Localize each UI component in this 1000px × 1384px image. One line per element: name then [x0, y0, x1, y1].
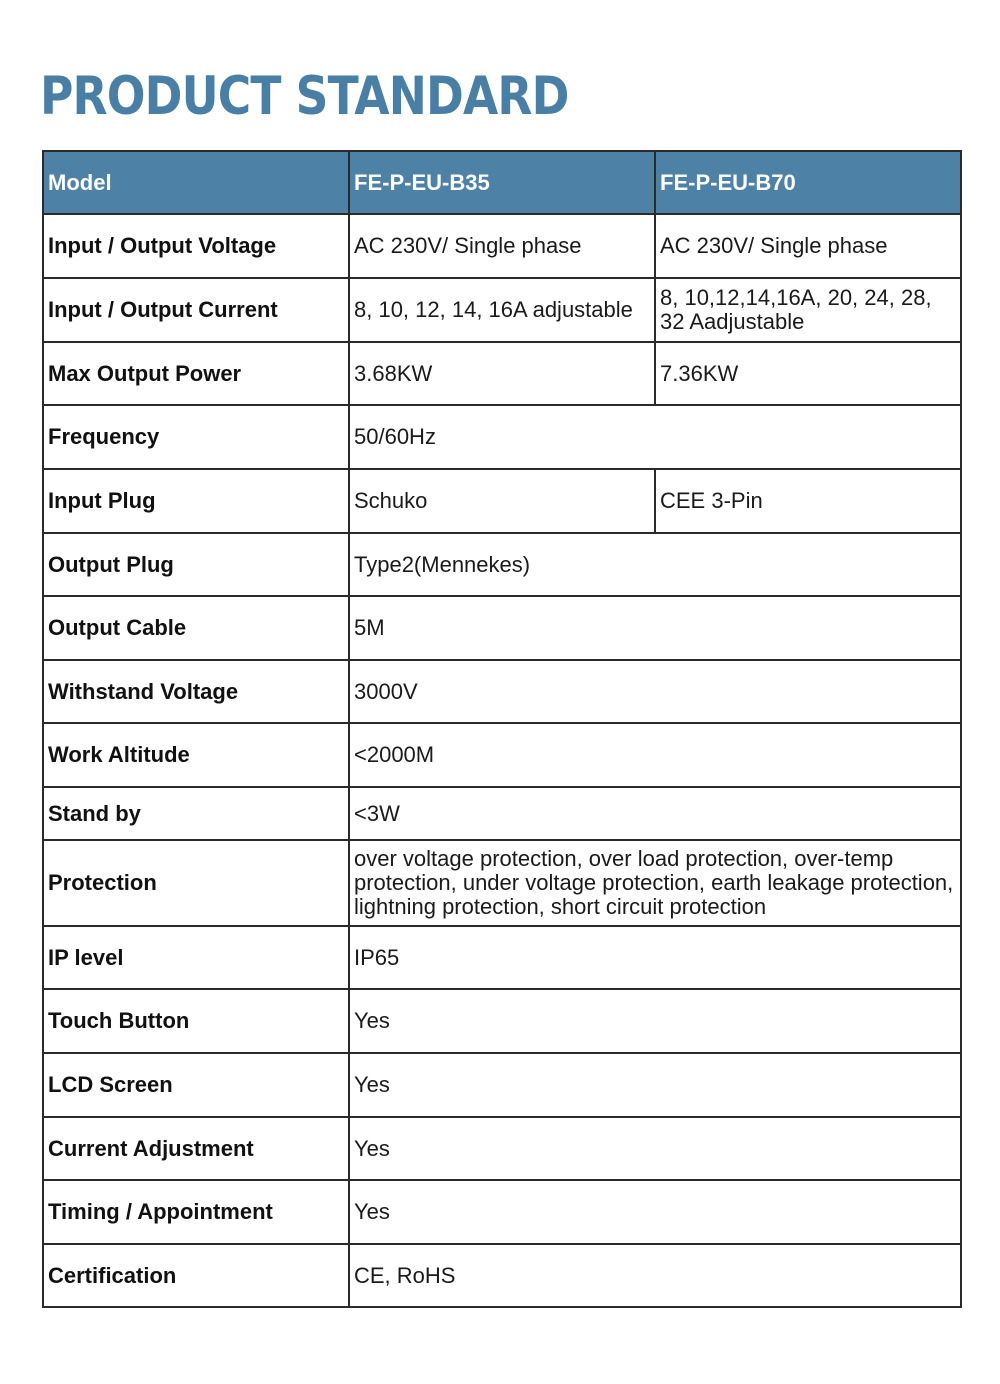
row-value: over voltage protection, over load protection, over-temp protection, under voltage protection, earth leakage protection, lightning protection, short circuit protection: [349, 840, 961, 926]
table-row: [43, 1053, 961, 1117]
table-row: [43, 533, 961, 596]
header-model-b70: FE-P-EU-B70: [655, 151, 961, 214]
product-spec-table: [42, 150, 962, 1308]
row-value-b70: AC 230V/ Single phase: [655, 214, 961, 278]
row-label: Output Plug: [43, 533, 349, 596]
row-value: Yes: [349, 989, 961, 1053]
row-label: Certification: [43, 1244, 349, 1307]
table-row: [43, 596, 961, 660]
table-row: [43, 1180, 961, 1244]
row-label: Input Plug: [43, 469, 349, 533]
row-value: Yes: [349, 1053, 961, 1117]
row-value-b35: 8, 10, 12, 14, 16A adjustable: [349, 278, 655, 342]
row-label: Touch Button: [43, 989, 349, 1053]
row-value: 3000V: [349, 660, 961, 723]
row-label: Protection: [43, 840, 349, 926]
row-label: Output Cable: [43, 596, 349, 660]
table-row: [43, 469, 961, 533]
row-value: Type2(Mennekes): [349, 533, 961, 596]
row-value: IP65: [349, 926, 961, 989]
row-value-b70: CEE 3-Pin: [655, 469, 961, 533]
table-row: [43, 1117, 961, 1180]
row-value-b35: AC 230V/ Single phase: [349, 214, 655, 278]
row-label: Timing / Appointment: [43, 1180, 349, 1244]
header-model-b35: FE-P-EU-B35: [349, 151, 655, 214]
row-label: LCD Screen: [43, 1053, 349, 1117]
table-row: [43, 278, 961, 342]
row-value: Yes: [349, 1117, 961, 1180]
row-value-b35: Schuko: [349, 469, 655, 533]
row-value-b70: 7.36KW: [655, 342, 961, 405]
row-value: 50/60Hz: [349, 405, 961, 469]
row-value-b70: 8, 10,12,14,16A, 20, 24, 28, 32 Aadjustable: [655, 278, 961, 342]
table-row: [43, 723, 961, 787]
row-value: CE, RoHS: [349, 1244, 961, 1307]
table-row: [43, 840, 961, 926]
row-label: Max Output Power: [43, 342, 349, 405]
table-row: [43, 342, 961, 405]
row-value: Yes: [349, 1180, 961, 1244]
table-row: [43, 787, 961, 840]
row-value: <3W: [349, 787, 961, 840]
table-row: [43, 660, 961, 723]
table-row: [43, 989, 961, 1053]
table-header-row: [43, 151, 961, 214]
table-row: [43, 405, 961, 469]
row-label: Input / Output Voltage: [43, 214, 349, 278]
row-label: Current Adjustment: [43, 1117, 349, 1180]
row-label: Withstand Voltage: [43, 660, 349, 723]
row-label: IP level: [43, 926, 349, 989]
row-label: Stand by: [43, 787, 349, 840]
row-label: Work Altitude: [43, 723, 349, 787]
table-row: [43, 926, 961, 989]
row-value: <2000M: [349, 723, 961, 787]
row-value-b35: 3.68KW: [349, 342, 655, 405]
row-label: Input / Output Current: [43, 278, 349, 342]
row-label: Frequency: [43, 405, 349, 469]
page-title: PRODUCT STANDARD: [40, 66, 569, 127]
table-row: [43, 214, 961, 278]
header-model-label: Model: [43, 151, 349, 214]
row-value: 5M: [349, 596, 961, 660]
table-row: [43, 1244, 961, 1307]
